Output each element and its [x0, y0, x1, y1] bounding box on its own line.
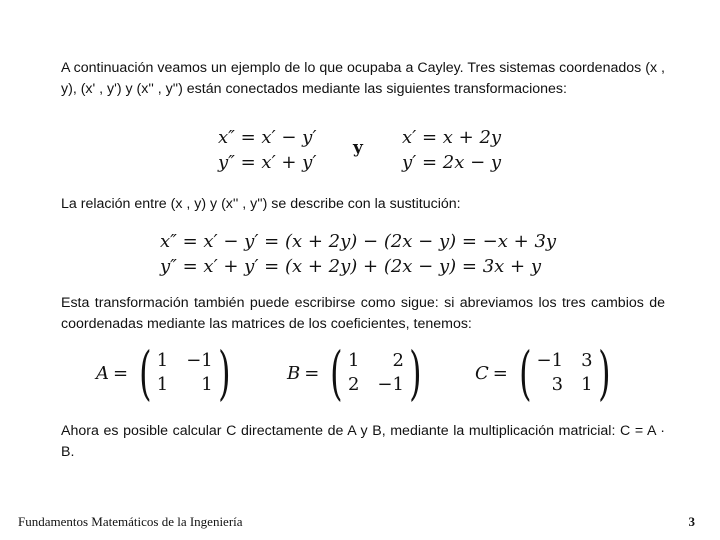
substitution-equations — [160, 229, 556, 279]
equals-sign: = — [492, 362, 508, 384]
matrix-intro-paragraph: Esta transformación también puede escribirse como sigue: si abreviamos los tres cambios de coordenadas mediante las matrices de los coeficientes, tenemos: — [61, 295, 665, 332]
matrix-cell: 3 — [551, 374, 564, 395]
equation-line: x′ = x + 2y — [402, 127, 502, 148]
footer-title: Fundamentos Matemáticos de la Ingeniería — [18, 514, 243, 529]
matrix-cell: −1 — [536, 350, 564, 371]
matrix-cell: −1 — [377, 374, 404, 395]
equals-sign: = — [304, 362, 320, 384]
matrix-cell: 1 — [581, 374, 593, 395]
matrix-c — [475, 339, 615, 407]
matrix-grid — [348, 350, 404, 396]
matrix-name: A — [96, 362, 109, 384]
matrix-name: B — [287, 362, 301, 384]
matrix-cell: 2 — [392, 350, 404, 371]
right-paren: ) — [597, 339, 611, 407]
matrix-grid — [537, 350, 593, 396]
matrix-b — [287, 339, 427, 407]
intro-paragraph: A continuación veamos un ejemplo de lo que ocupaba a Cayley. Tres sistemas coordenados (x , y), (x' , y') y (x'' , y'') están conectados mediante las siguientes transformaciones: — [61, 60, 665, 97]
matrix-cell: 1 — [201, 374, 213, 395]
equals-sign: = — [113, 362, 129, 384]
transformation-prime-to-double-prime — [218, 125, 316, 175]
equation-line: y″ = x′ + y′ — [218, 152, 317, 173]
matrix-cell: 3 — [581, 350, 593, 371]
right-paren: ) — [217, 339, 231, 407]
matrix-cell: −1 — [186, 350, 213, 371]
matrix-cell: 1 — [156, 374, 169, 395]
page-number: 3 — [688, 514, 695, 529]
equation-line: x″ = x′ − y′ = (x + 2y) − (2x − y) = −x + 3y — [160, 231, 557, 252]
left-paren: ( — [518, 339, 532, 407]
matrix-cell: 1 — [156, 350, 169, 371]
relation-paragraph: La relación entre (x , y) y (x'' , y'') se describe con la sustitución: — [61, 196, 461, 212]
matrix-a — [96, 339, 235, 407]
equation-line: y″ = x′ + y′ = (x + 2y) + (2x − y) = 3x + y — [160, 256, 541, 277]
matrix-name: C — [475, 362, 489, 384]
matrix-grid — [157, 350, 213, 396]
right-paren: ) — [409, 339, 422, 407]
matrix-cell: 1 — [347, 350, 360, 371]
transformation-xy-to-prime — [402, 125, 501, 175]
left-paren: ( — [139, 339, 152, 407]
left-paren: ( — [330, 339, 343, 407]
matrix-cell: 2 — [347, 374, 360, 395]
conclusion-paragraph: Ahora es posible calcular C directamente de A y B, mediante la multiplicación matricial: C = A · B. — [61, 423, 665, 460]
equation-line: x″ = x′ − y′ — [218, 127, 317, 148]
equation-conjunction: y — [353, 138, 363, 158]
equation-line: y′ = 2x − y — [402, 152, 502, 173]
